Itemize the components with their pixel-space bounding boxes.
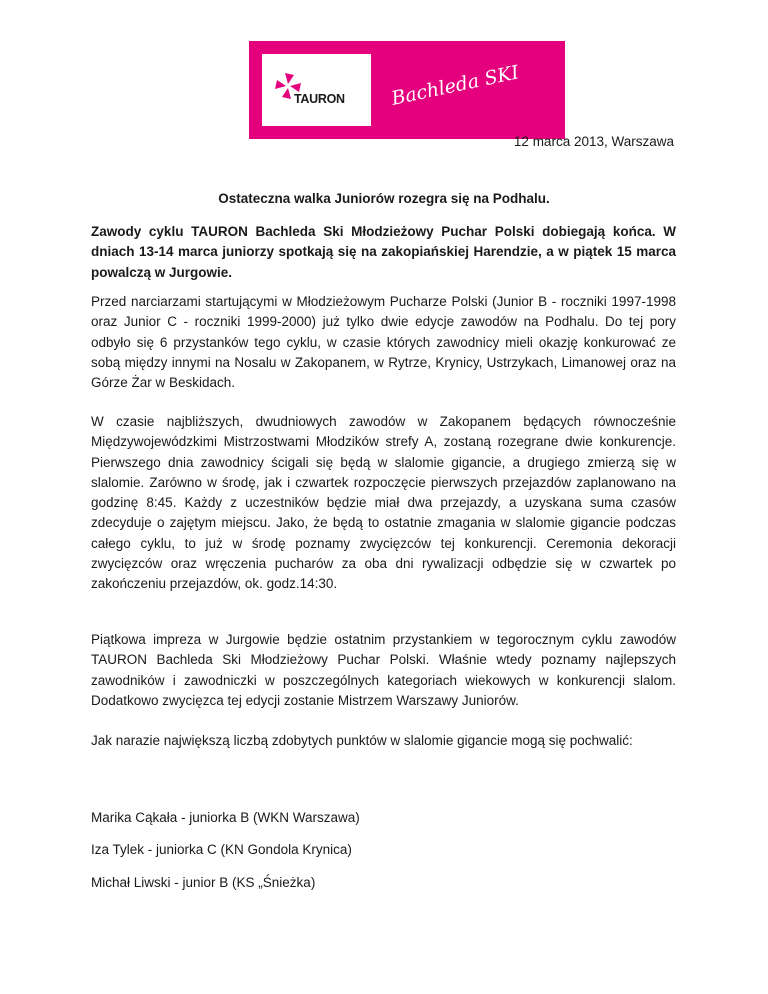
body-paragraph: Przed narciarzami startującymi w Młodzieżowym Pucharze Polski (Junior B - roczniki 1997-1998 oraz Junior C - roczniki 1999-2000) już tylko dwie edycje zawodów na Podhalu. Do tej pory odbyło się 6 przystanków tego cyklu, w czasie których zawodnicy mieli okazję konkurować ze sobą między innymi na Nosalu w Zakopanem, w Rytrze, Krynicy, Ustrzykach, Limanowej oraz na Górze Żar w Beskidach. — [91, 294, 676, 391]
brand-script-text: Bachleda SKI — [389, 61, 521, 110]
tauron-logo-text: TAURON — [294, 92, 345, 106]
document-headline: Ostateczna walka Juniorów rozegra się na Podhalu. — [218, 191, 550, 206]
leader-list-item: Marika Cąkała - juniorka B (WKN Warszawa) — [91, 810, 360, 825]
document-date: 12 marca 2013, Warszawa — [513, 134, 674, 149]
tauron-logo — [262, 54, 371, 126]
body-paragraph: Piątkowa impreza w Jurgowie będzie ostatnim przystankiem w tegorocznym cyklu zawodów TAURON Bachleda Ski Młodzieżowy Puchar Polski. Właśnie wtedy poznamy najlepszych zawodników i zawodniczki w poszczególnych kategoriach wiekowych w konkurencji slalom. Dodatkowo zwycięzca tej edycji zostanie Mistrzem Warszawy Juniorów. — [91, 632, 676, 708]
header-banner — [249, 41, 565, 139]
bachleda-ski-script-logo — [385, 51, 557, 131]
body-paragraph: Jak narazie największą liczbą zdobytych punktów w slalomie gigancie mogą się pochwalić: — [91, 733, 633, 748]
lead-paragraph: Zawody cyklu TAURON Bachleda Ski Młodzieżowy Puchar Polski dobiegają końca. W dniach 13-14 marca juniorzy spotkają się na zakopiańskiej Harendzie, a w piątek 15 marca powalczą w Jurgowie. — [91, 224, 676, 280]
body-paragraph: W czasie najbliższych, dwudniowych zawodów w Zakopanem będących równocześnie Międzywojewódzkimi Mistrzostwami Młodzików strefy A, zostaną rozegrane dwie konkurencje. Pierwszego dnia zawodnicy ścigali się będą w slalomie gigancie, a drugiego zmierzą się w slalomie. Zarówno w środę, jak i czwartek rozpoczęcie pierwszych przejazdów zaplanowano na godzinę 8:45. Każdy z uczestników będzie miał dwa przejazdy, a uzyskana suma czasów zdecyduje o zajętym miejscu. Jako, że będą to ostatnie zmagania w slalomie gigancie podczas całego cyklu, to już w środę poznamy zwycięzców tej konkurencji. Ceremonia dekoracji zwycięzców oraz wręczenia pucharów za oba dni rywalizacji odbędzie się w czwartek po zakończeniu przejazdów, ok. godz.14:30. — [91, 414, 676, 592]
leader-list-item: Michał Liwski - junior B (KS „Śnieżka) — [91, 875, 316, 890]
leader-list-item: Iza Tylek - juniorka C (KN Gondola Krynica) — [91, 842, 352, 857]
